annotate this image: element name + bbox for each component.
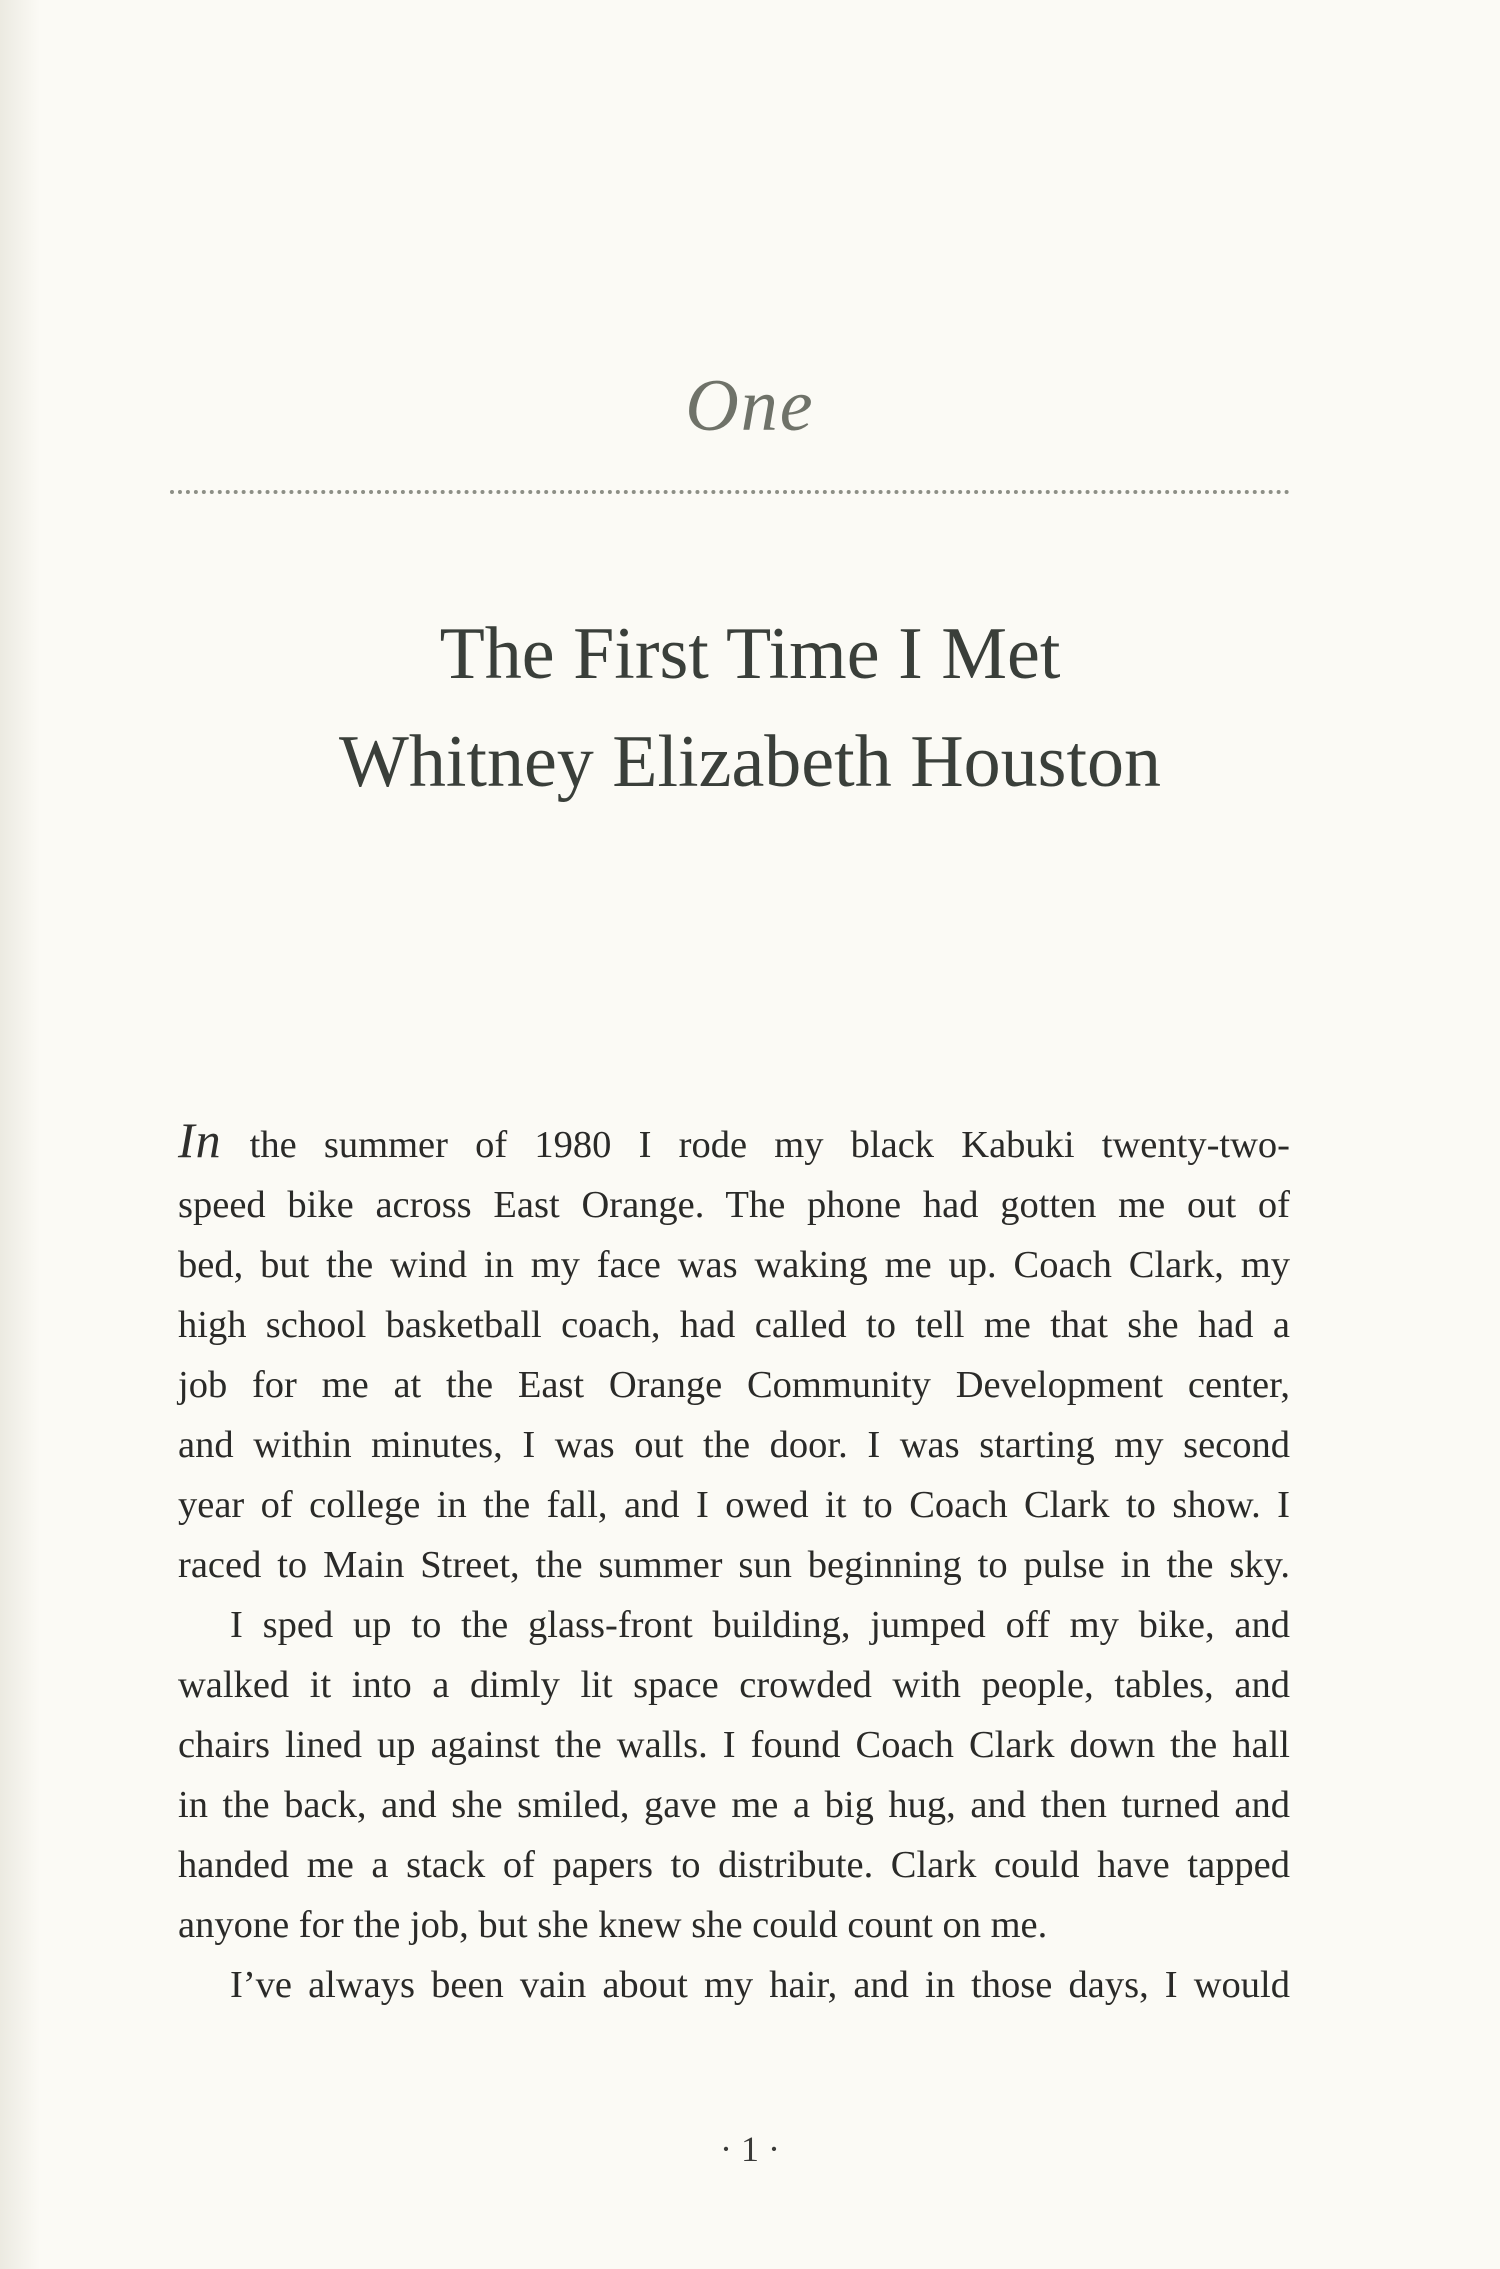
chapter-number: One	[685, 365, 815, 447]
paragraph-line: chairs lined up against the walls. I found Coach Clark down the hall	[178, 1724, 1290, 1766]
paragraph-line: speed bike across East Orange. The phone had gotten me out of	[178, 1184, 1290, 1226]
paragraph-line: bed, but the wind in my face was waking me up. Coach Clark, my	[178, 1244, 1290, 1286]
paragraph-line: handed me a stack of papers to distribute. Clark could have tapped	[178, 1844, 1290, 1886]
paragraph-line: raced to Main Street, the summer sun beginning to pulse in the sky.	[178, 1544, 1290, 1586]
paragraph-line: anyone for the job, but she knew she could count on me.	[178, 1904, 1048, 1946]
page-number: · 1 ·	[720, 2129, 780, 2169]
paragraph-line: high school basketball coach, had called to tell me that she had a	[178, 1304, 1290, 1346]
paragraph-line: job for me at the East Orange Community Development center,	[178, 1364, 1290, 1406]
dropcap: In	[178, 1112, 222, 1168]
dotted-rule	[170, 490, 1290, 494]
body-text	[178, 1110, 1290, 2015]
chapter-title	[0, 600, 1500, 816]
page-gutter-shadow	[0, 0, 40, 2269]
paragraph-line	[178, 1110, 1290, 1175]
chapter-title-line: Whitney Elizabeth Houston	[338, 721, 1162, 803]
paragraph-line: in the back, and she smiled, gave me a big hug, and then turned and	[178, 1784, 1290, 1826]
paragraph-line: I sped up to the glass-front building, jumped off my bike, and	[230, 1604, 1290, 1646]
line-text: the summer of 1980 I rode my black Kabuki twenty-two-	[249, 1124, 1290, 1166]
paragraph-line: walked it into a dimly lit space crowded with people, tables, and	[178, 1664, 1290, 1706]
paragraph-line: and within minutes, I was out the door. I was starting my second	[178, 1424, 1290, 1466]
paragraph-line: year of college in the fall, and I owed it to Coach Clark to show. I	[178, 1484, 1290, 1526]
chapter-title-line: The First Time I Met	[439, 613, 1061, 695]
paragraph-line: I’ve always been vain about my hair, and in those days, I would	[230, 1964, 1290, 2006]
